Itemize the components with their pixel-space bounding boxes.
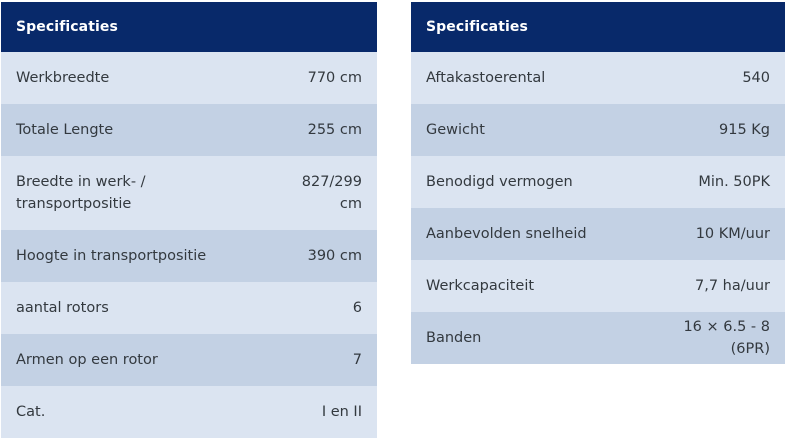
table-row: [1, 334, 377, 386]
table-row: [1, 282, 377, 334]
spec-value: 770 cm: [277, 52, 377, 104]
spec-label: Hoogte in transportpositie: [1, 230, 277, 282]
spec-value: 7: [277, 334, 377, 386]
specifications-table-left: [1, 2, 377, 438]
spec-label: Gewicht: [411, 104, 635, 156]
table-row: [411, 208, 785, 260]
table-row: [411, 104, 785, 156]
spec-label: Werkcapaciteit: [411, 260, 635, 312]
spec-label: Benodigd vermogen: [411, 156, 635, 208]
spec-label: Breedte in werk- / transportpositie: [1, 156, 277, 230]
spec-label: Werkbreedte: [1, 52, 277, 104]
specifications-table-right: [411, 2, 785, 364]
spec-label: Aftakastoerental: [411, 52, 635, 104]
spec-value: 6: [277, 282, 377, 334]
table-row: [1, 104, 377, 156]
table-header-row: [411, 2, 785, 52]
spec-label: Armen op een rotor: [1, 334, 277, 386]
table-row: [411, 52, 785, 104]
spec-value: 540: [635, 52, 785, 104]
spec-value: 16 × 6.5 - 8 (6PR): [635, 312, 785, 364]
spec-value: 7,7 ha/uur: [635, 260, 785, 312]
spec-label: aantal rotors: [1, 282, 277, 334]
spec-label: Aanbevolden snelheid: [411, 208, 635, 260]
spec-value: 915 Kg: [635, 104, 785, 156]
table-row: [411, 312, 785, 364]
table-row: [411, 260, 785, 312]
table-row: [1, 52, 377, 104]
table-row: [411, 156, 785, 208]
spec-label: Totale Lengte: [1, 104, 277, 156]
table-header-row: [1, 2, 377, 52]
table-header: Specificaties: [411, 2, 785, 52]
table-row: [1, 156, 377, 230]
spec-value: 255 cm: [277, 104, 377, 156]
spec-value: 827/299 cm: [277, 156, 377, 230]
spec-label: Banden: [411, 312, 635, 364]
spec-value: 10 KM/uur: [635, 208, 785, 260]
table-row: [1, 230, 377, 282]
spec-label: Cat.: [1, 386, 277, 438]
table-header: Specificaties: [1, 2, 377, 52]
spec-value: 390 cm: [277, 230, 377, 282]
spec-value: Min. 50PK: [635, 156, 785, 208]
table-row: [1, 386, 377, 438]
spec-value: I en II: [277, 386, 377, 438]
